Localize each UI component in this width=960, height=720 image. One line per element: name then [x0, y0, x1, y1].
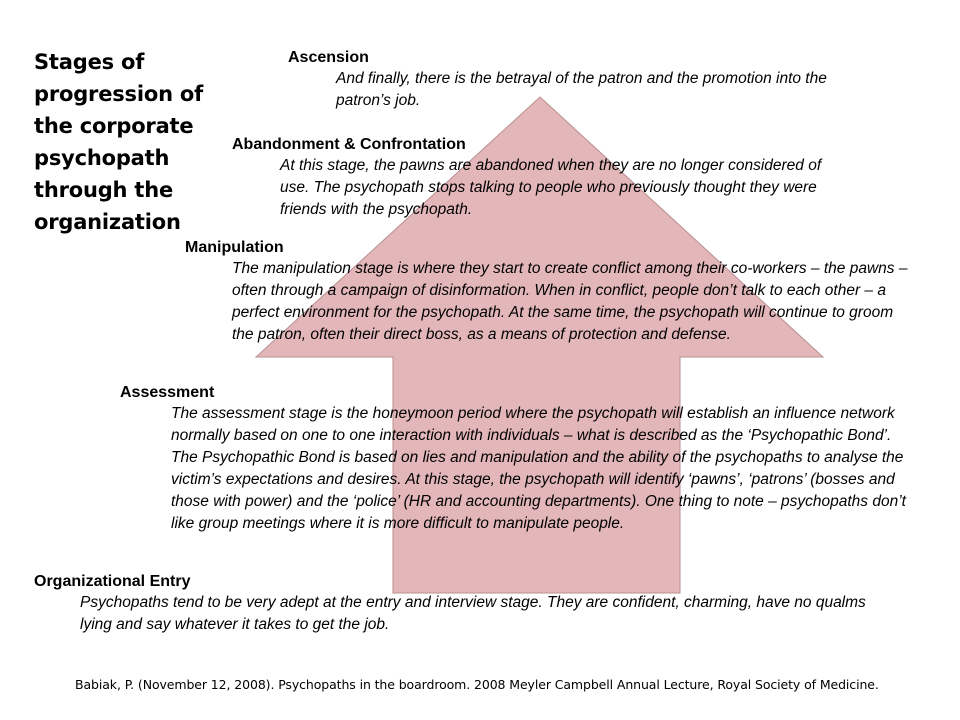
stage-description: Psychopaths tend to be very adept at the entry and interview stage. They are confident, charming, have no qualms lying and say whatever it takes to get the job.: [80, 594, 866, 633]
stage-assessment: [120, 383, 911, 535]
page-title: Stages of progression of the corporate psychopath through the organization: [34, 50, 204, 234]
stage-manipulation: [185, 238, 912, 346]
stage-abandonment-confrontation: [232, 135, 840, 221]
stage-heading: Assessment: [120, 384, 215, 401]
stage-heading: Manipulation: [185, 239, 284, 256]
citation: Babiak, P. (November 12, 2008). Psychopaths in the boardroom. 2008 Meyler Campbell Annual Lecture, Royal Society of Medicine.: [75, 677, 879, 692]
stage-ascension: [288, 48, 886, 112]
stage-description: And finally, there is the betrayal of the patron and the promotion into the patron’s job.: [336, 70, 827, 109]
stage-heading: Ascension: [288, 49, 369, 66]
stage-description: At this stage, the pawns are abandoned when they are no longer considered of use. The psychopath stops talking to people who previously thought they were friends with the psychopath.: [280, 157, 822, 218]
stage-description: The manipulation stage is where they start to create conflict among their co-workers – the pawns – often through a campaign of disinformation. When in conflict, people don’t talk to each other – a perfect environment for the psychopath. At the same time, the psychopath will continue to groom the patron, often their direct boss, as a means of protection and defense.: [232, 260, 908, 343]
stage-organizational-entry: [34, 572, 870, 636]
stage-heading: Organizational Entry: [34, 573, 191, 590]
stage-description: The assessment stage is the honeymoon period where the psychopath will establish an influence network normally based on one to one interaction with individuals – what is described as the ‘Psychopathic Bond’. The Psychopathic Bond is based on lies and manipulation and the ability of the psychopaths to analyse the victim’s expectations and desires. At this stage, the psychopath will identify ‘pawns’, ‘patrons’ (bosses and those with power) and the ‘police’ (HR and accounting departments). One thing to note – psychopaths don’t like group meetings where it is more difficult to manipulate people.: [171, 405, 906, 532]
stage-heading: Abandonment & Confrontation: [232, 136, 466, 153]
